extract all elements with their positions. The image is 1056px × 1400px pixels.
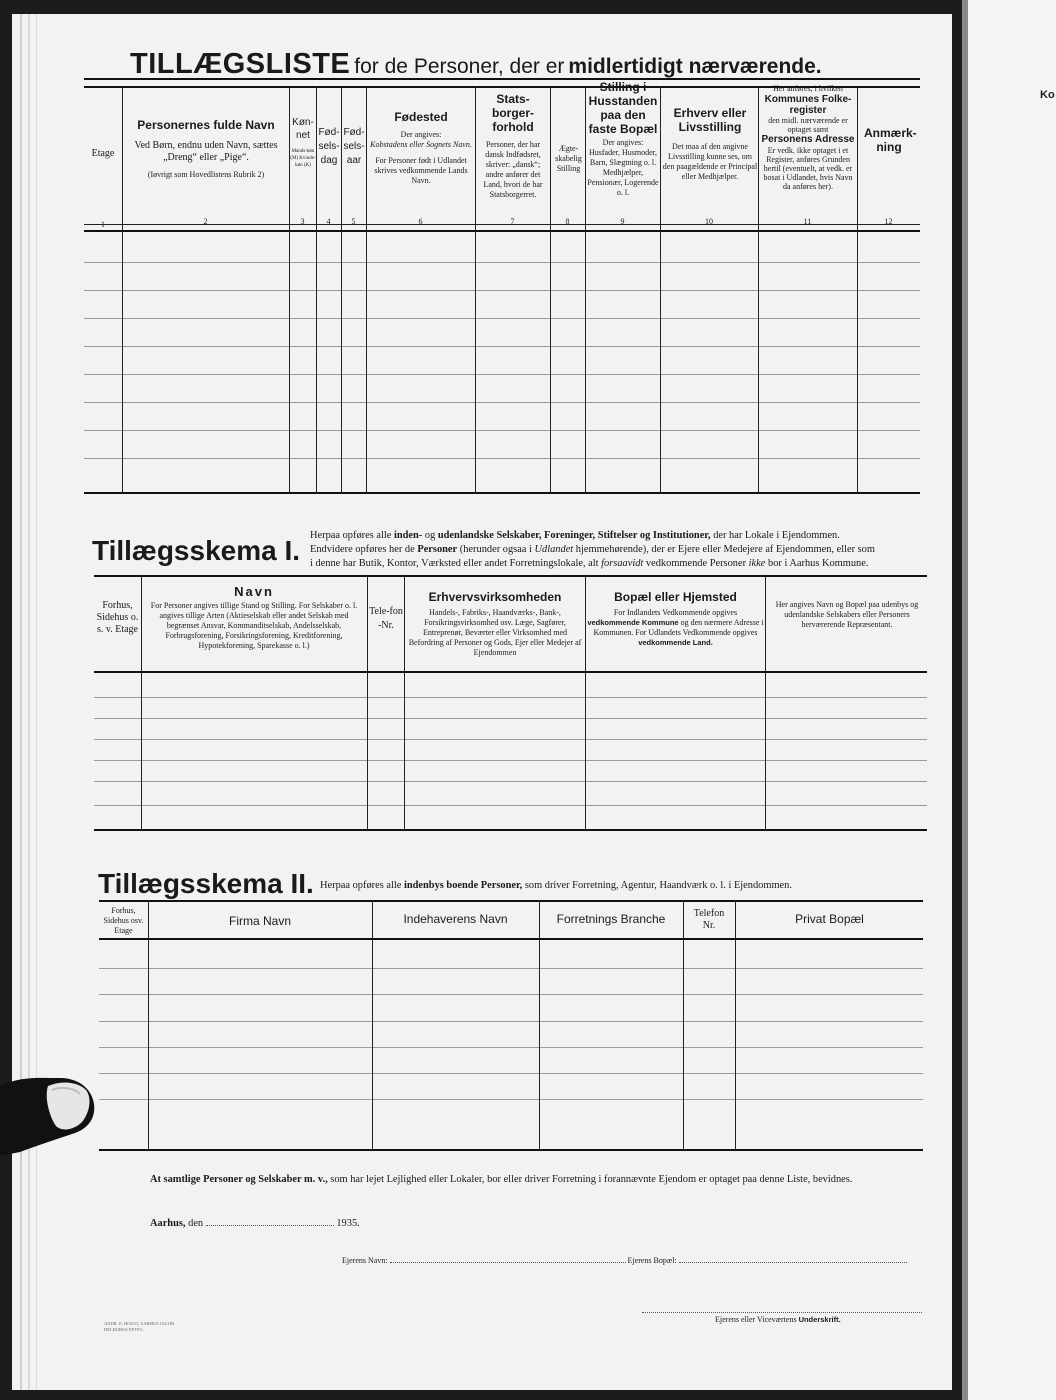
table-row-line (84, 262, 920, 263)
column-number: 8 (565, 217, 570, 226)
intro-text: i denne har Butik, Kontor, Værksted eller andet Forretningslokale, alt (310, 558, 599, 569)
header-remarks: Anmærk-ning (864, 126, 917, 154)
header-register-title: Kommunes Folke-register (764, 94, 852, 116)
owner-name-field[interactable] (390, 1262, 626, 1263)
intro-text: Endvidere opføres her de (310, 544, 415, 555)
s1-header-residence (587, 590, 764, 648)
header-birthplace-title: Fødested (394, 110, 448, 124)
attestation-statement (150, 1174, 852, 1186)
schema1-bottom-rule (94, 829, 927, 831)
s2-header-branch: Forretnings Branche (556, 912, 666, 926)
column-divider (857, 86, 858, 494)
s1-header-business-body: Handels-, Fabriks-, Haandværks-, Bank-, Forsikringsvirksomhed osv. Læge, Sagfører, Entreprenør, Beværter eller Virksomhed med Befordring af Personer og Gods, Ejer eller Medejer af Ejendommen (408, 608, 582, 657)
column-number: 11 (803, 217, 812, 226)
header-citizenship-title: Stats-borger-forhold (492, 92, 534, 134)
header-occupation-title: Erhverv eller Livsstilling (673, 106, 747, 134)
header-household (587, 80, 659, 198)
printer-imprint: ANDR. E. HOLST, AARHUS JACOB DELBORGS EFTFG. (104, 1321, 175, 1332)
residence-text: For Indlandets Vedkommende opgives (613, 608, 738, 617)
schema2-bottom-rule (99, 1149, 923, 1151)
intro-text: forsaavidt (601, 558, 644, 569)
table-row-line (94, 697, 927, 698)
schema1-top-rule (94, 575, 927, 577)
owner-name-label: Ejerens Navn: (342, 1256, 388, 1265)
owner-address-label: Ejerens Bopæl: (627, 1256, 677, 1265)
title-bold: midlertidigt nærværende. (568, 55, 822, 78)
signature-line[interactable] (642, 1312, 922, 1313)
intro-text: vedkommende Personer (645, 558, 747, 569)
s1-header-business (406, 590, 584, 658)
s1-header-name-title: Navn (234, 584, 274, 599)
title-rest: for de Personer, der er (354, 55, 565, 78)
column-divider (539, 900, 540, 1150)
table-row-line (94, 739, 927, 740)
statement-text: som har lejet Lejlighed eller Lokaler, bor eller driver Forretning i forannævnte Ejendom er optaget paa denne Liste, bevidnes. (330, 1174, 853, 1185)
intro-text: hjemmehørende), der er Ejere eller Medejere af Ejendommen, eller som (575, 544, 875, 555)
column-number: 6 (418, 217, 423, 226)
s1-header-residence-title: Bopæl eller Hjemsted (614, 590, 737, 604)
page-edge (28, 14, 30, 1390)
table1-bottom-rule (84, 492, 920, 494)
header-register-body: Er vedk. ikke optaget i et Register, anføres Grunden hertil (eventuelt, at vedk. er bosat i Udlandet, hvis Navn da anføres her). (763, 146, 853, 191)
facing-page (962, 0, 1056, 1400)
column-divider (475, 86, 476, 494)
header-gender-note: Mands-køn (M) Kvinde-køn (K) (290, 149, 316, 168)
s1-header-residence-body (587, 608, 764, 648)
intro-text: inden- (393, 530, 423, 541)
header-household-body: Der angives: Husfader, Husmoder, Barn, Slægtning o. l. Medhjælper, Pensionær, Logerende o. l. (587, 138, 659, 197)
table-row-line (84, 402, 920, 403)
column-divider (683, 900, 684, 1150)
column-number: 7 (510, 217, 515, 226)
facing-page-text: Ko (1040, 89, 1055, 101)
table1-body-rule (84, 230, 920, 232)
header-birthplace (368, 110, 474, 186)
schema2-top-rule (99, 900, 923, 902)
page-edge (20, 14, 22, 1390)
column-number: 10 (705, 217, 713, 226)
header-occupation (662, 106, 758, 182)
header-occupation-body: Det maa af den angivne Livsstilling kunne ses, om den paagældende er Principal eller Medhjælper. (662, 142, 758, 181)
column-divider (372, 900, 373, 1150)
residence-text: vedkommende Land. (638, 638, 713, 647)
header-citizenship (477, 92, 549, 200)
column-number: 4 (326, 217, 331, 226)
header-gender (290, 116, 316, 169)
statement-text: At samtlige Personer og Selskaber m. v., (150, 1174, 328, 1185)
title-main: TILLÆGSLISTE (130, 48, 351, 80)
intro-text: Personer (417, 544, 458, 555)
intro-text: der har Lokale i Ejendommen. (713, 530, 840, 541)
column-number: 9 (620, 217, 625, 226)
intro-text: indenbys boende Personer, (403, 880, 523, 891)
thumb-photo (0, 1068, 100, 1158)
column-number: 12 (884, 217, 893, 226)
table-row-line (99, 1047, 923, 1048)
header-citizenship-body: Personer, der har dansk Indfødsret, skriver: „dansk“; andre anfører det Land, hvori de har Statsborgerret. (483, 140, 543, 199)
header-name-note: (Iøvrigt som Hovedlistens Rubrik 2) (147, 170, 265, 179)
residence-text: vedkommende Kommune (587, 618, 679, 627)
schema2-intro (320, 880, 792, 892)
residence-text: For Udlandets Vedkommende opgives (635, 628, 758, 637)
intro-text: bor i Aarhus Kommune. (768, 558, 869, 569)
year-text: 1935. (336, 1218, 360, 1229)
column-divider (122, 86, 123, 494)
table-row-line (84, 374, 920, 375)
intro-text: Herpaa opføres alle (310, 530, 392, 541)
s2-header-owner: Indehaverens Navn (403, 912, 508, 926)
header-name (124, 118, 288, 180)
header-name-title: Personernes fulde Navn (137, 118, 275, 132)
intro-text: udenlandske Selskaber, Foreninger, Stiftelser og Institutioner, (437, 530, 711, 541)
table-row-line (84, 290, 920, 291)
table-row-line (84, 430, 920, 431)
header-register (760, 84, 856, 191)
intro-text: ikke (748, 558, 766, 569)
table1-top-rule (84, 78, 920, 80)
den-text: den (188, 1218, 204, 1229)
intro-text: og (424, 530, 436, 541)
schema1-title: Tillægsskema I. (92, 535, 301, 566)
header-gender-title: Køn-net (292, 117, 314, 141)
table-row-line (99, 1073, 923, 1074)
page-edge (36, 14, 37, 1390)
header-name-body: Ved Børn, endnu uden Navn, sættes „Dreng“ eller „Pige“. (134, 140, 278, 163)
column-divider (585, 86, 586, 494)
table-row-line (99, 1021, 923, 1022)
column-divider (141, 575, 142, 830)
page-title (130, 48, 930, 81)
header-household-title: Stilling i Husstanden paa den faste Bopæl (588, 80, 658, 136)
signature-text: Underskrift. (798, 1315, 841, 1324)
s2-header-phone: Telefon Nr. (693, 908, 725, 931)
s2-header-etage: Forhus, Sidehus osv. Etage (103, 906, 144, 935)
s2-header-firm: Firma Navn (228, 914, 291, 928)
table-row-line (84, 346, 920, 347)
owner-address-field[interactable] (679, 1262, 907, 1263)
book-binding (962, 0, 968, 1400)
column-divider (765, 575, 766, 830)
intro-text: Udlandet (534, 544, 574, 555)
header-register-title2: Personens Adresse (761, 134, 855, 145)
s1-header-business-title: Erhvervsvirksomheden (428, 590, 562, 604)
intro-text: Herpaa opføres alle (320, 880, 402, 891)
s1-header-name-body: For Personer angives tillige Stand og Stilling. For Selskaber o. l. angives tillige Arten (Aktieselskab eller andet Selskab med begrænset Ansvar, Kommanditselskab, Andelsselskab, Forbrugsforening, Forsikringsforening, Kreditforening, Hypotekforening, Sparekasse o. l.) (150, 601, 358, 650)
s2-header-private-address: Privat Bopæl (795, 912, 864, 926)
column-divider (404, 575, 405, 830)
header-register-mid: den midl. nærværende er optaget samt (768, 116, 848, 134)
column-number: 5 (351, 217, 356, 226)
table-row-line (99, 994, 923, 995)
column-number: 1 (101, 220, 105, 229)
column-divider (550, 86, 551, 494)
table-row-line (94, 718, 927, 719)
header-etage: Etage (91, 148, 115, 159)
header-marital: Ægte-skabelig Stilling (555, 144, 582, 173)
table-row-line (99, 968, 923, 969)
schema1-intro (310, 530, 925, 570)
schema2-header-rule (99, 938, 923, 940)
column-divider (660, 86, 661, 494)
table-row-line (94, 805, 927, 806)
table-row-line (94, 760, 927, 761)
column-divider (148, 900, 149, 1150)
intro-text: (herunder ogsaa i (459, 544, 532, 555)
s1-header-name (143, 584, 365, 651)
s1-header-phone: Tele-fon-Nr. (369, 606, 403, 631)
s1-header-representative: Her angives Navn og Bopæl paa udenbys og udenlandske Selskabers eller Personers herværerende Repræsentant. (775, 600, 919, 629)
header-birthday: Fød-sels-dag (318, 127, 340, 166)
table-row-line (84, 318, 920, 319)
column-divider (366, 86, 367, 494)
table-row-line (94, 781, 927, 782)
intro-text: som driver Forretning, Agentur, Haandværk o. l. i Ejendommen. (524, 880, 792, 891)
date-line (150, 1218, 360, 1230)
signature-text: Ejerens eller Viceværtens (715, 1315, 797, 1324)
residence-text: og den nærmere Adresse i Kommunen. (593, 618, 764, 637)
column-divider (758, 86, 759, 494)
header-birthplace-body: For Personer født i Udlandet skrives vedkommende Lands Navn. (374, 156, 468, 185)
signature-caption (715, 1315, 841, 1324)
table-row-line (99, 1099, 923, 1100)
column-number: 3 (300, 217, 305, 226)
header-birthplace-italic: Kobstadens eller Sognets Navn. (370, 140, 472, 149)
column-divider (735, 900, 736, 1150)
owner-line (342, 1256, 907, 1265)
header-birthplace-sub: Der angives: (400, 130, 442, 139)
schema1-header-rule (94, 671, 927, 673)
column-divider (585, 575, 586, 830)
place-text: Aarhus, (150, 1218, 186, 1229)
s1-header-etage: Forhus, Sidehus o. s. v. Etage (96, 600, 139, 635)
table-row-line (84, 458, 920, 459)
header-register-top: Her anføres, i hvilken (773, 84, 843, 93)
column-number: 2 (203, 217, 208, 226)
header-birthyear: Fød-sels-aar (343, 127, 365, 166)
schema2-title: Tillægsskema II. (98, 868, 314, 899)
date-field[interactable] (206, 1225, 334, 1226)
